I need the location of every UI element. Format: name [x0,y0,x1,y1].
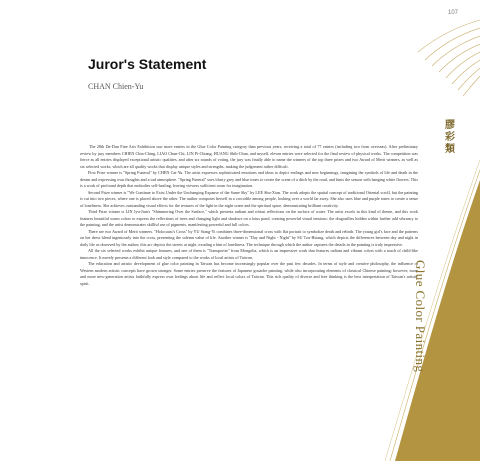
category-label-chinese [443,120,457,156]
category-char: 彩 [445,132,455,143]
paragraph: All the six selected works exhibit unique features, and one of them is "Transporter" from Mongolia, which is an impressive work that features radiant and vibrant colors with a touch of child-like innocence. It merely presents a different look and style compared to the works of local artists of Taiwan. [80,248,418,260]
paragraph: There are two Award of Merit winners. "Holocaust's Cross" by YU Siang-Yi combines three-dimensional cross with flat portrait to symbolize death and rebirth. The young girl's face and the patterns on her dress blend ingeniously into the cross, presenting the solemn value of life. Another winner is "Day and Night - Night" by SU Tzu-Hsiang, which depicts the differences between day and night in daily life as observed by the author; this arc depicts the streets at night, exuding a hint of loneliness. The technique through which the author captures the details in the painting is truly impressive. [80,228,418,247]
paragraph: The 28th Da-Dun Fine Arts Exhibition saw more entries in the Glue Color Painting category than previous years, receiving a total of 77 entries (including two from overseas). After preliminary review by jury members CHIEN Chin-Ching, LIAO Chun-Chi, LIN Pi-Chiang, HUANG Shih-Chun, and myself, eleven entries were selected for the final review of physical works. The competition was fierce as all entries displayed exceptional artistic qualities, and after six rounds of voting, the jury was finally able to name the winners of the top three prizes and two Award of Merit winners, as well as six selected works, which are all quality works that display unique styles and strengths, making the judgement rather difficult. [80,144,418,169]
statement-title: Juror's Statement [88,56,207,72]
page-number: 107 [447,10,458,16]
statement-author: CHAN Chien-Yu [88,82,144,91]
paragraph: First Prize winner is "Spring Funeral" by CHEN Cai-Yu. The artist expresses sophisticated emotions and ideas to depict endings and new beginnings, imagining the symbols of life and death in the dream and expressing own thoughts and a sad atmosphere. "Spring Funeral" uses blurry grey and blue tones to create the scene of a ditch by the road, and hints the season with hanging white flowers. This is a work of profound depth that embodies self-healing, leaving viewers sufficient room for imagination. [80,170,418,188]
category-char: 膠 [445,120,455,131]
category-char: 類 [445,144,455,155]
category-label-english: Glue Color Painting [413,260,428,373]
paragraph: The education and artistic development of glue color painting in Taiwan has become increasingly popular over the past few decades. In terms of style and creative philosophy, the influence of Western modern artistic concepts have grown stronger. Some entries preserve the features of Japanese gouache painting, while also incorporating elements of classical Chinese painting; however, more and more new-generation artists faithfully express own feelings about life and reflect local colors of Taiwan. This rich quality of diverse and free thinking is the best interpretation of Taiwan's artistic spirit. [80,261,418,286]
paragraph: Second Prize winner is "We Continue to Exist Under the Unchanging Expanse of the Same Sky" by LEE Shu-Xian. The work adopts the spatial concept of traditional Oriental scroll, but the painting is cut into two pieces, where one is placed above the other. The author composes herself in a crocodile among people, looking over a world far away. She also uses blue and purple tones to create a sense of loneliness. She achieves outstanding visual effects for the textures of the light in the night scene and the spiritual space, demonstrating brilliant creativity. [80,189,418,208]
paragraph: Third Prize winner is LIN Jyu-Jiun's "Shimmering Over the Surface," which presents radiant and robust reflections on the surface of water. The artist excels in this kind of theme, and this work features beautiful warm colors to express the reflections of trees and changing light and shadows on a lotus pond, creating powerful visual tensions: the dragonflies hidden within further add vibrancy to the painting, and the artist demonstrates skillful use of pigments, manifesting powerful and full colors. [80,209,418,227]
